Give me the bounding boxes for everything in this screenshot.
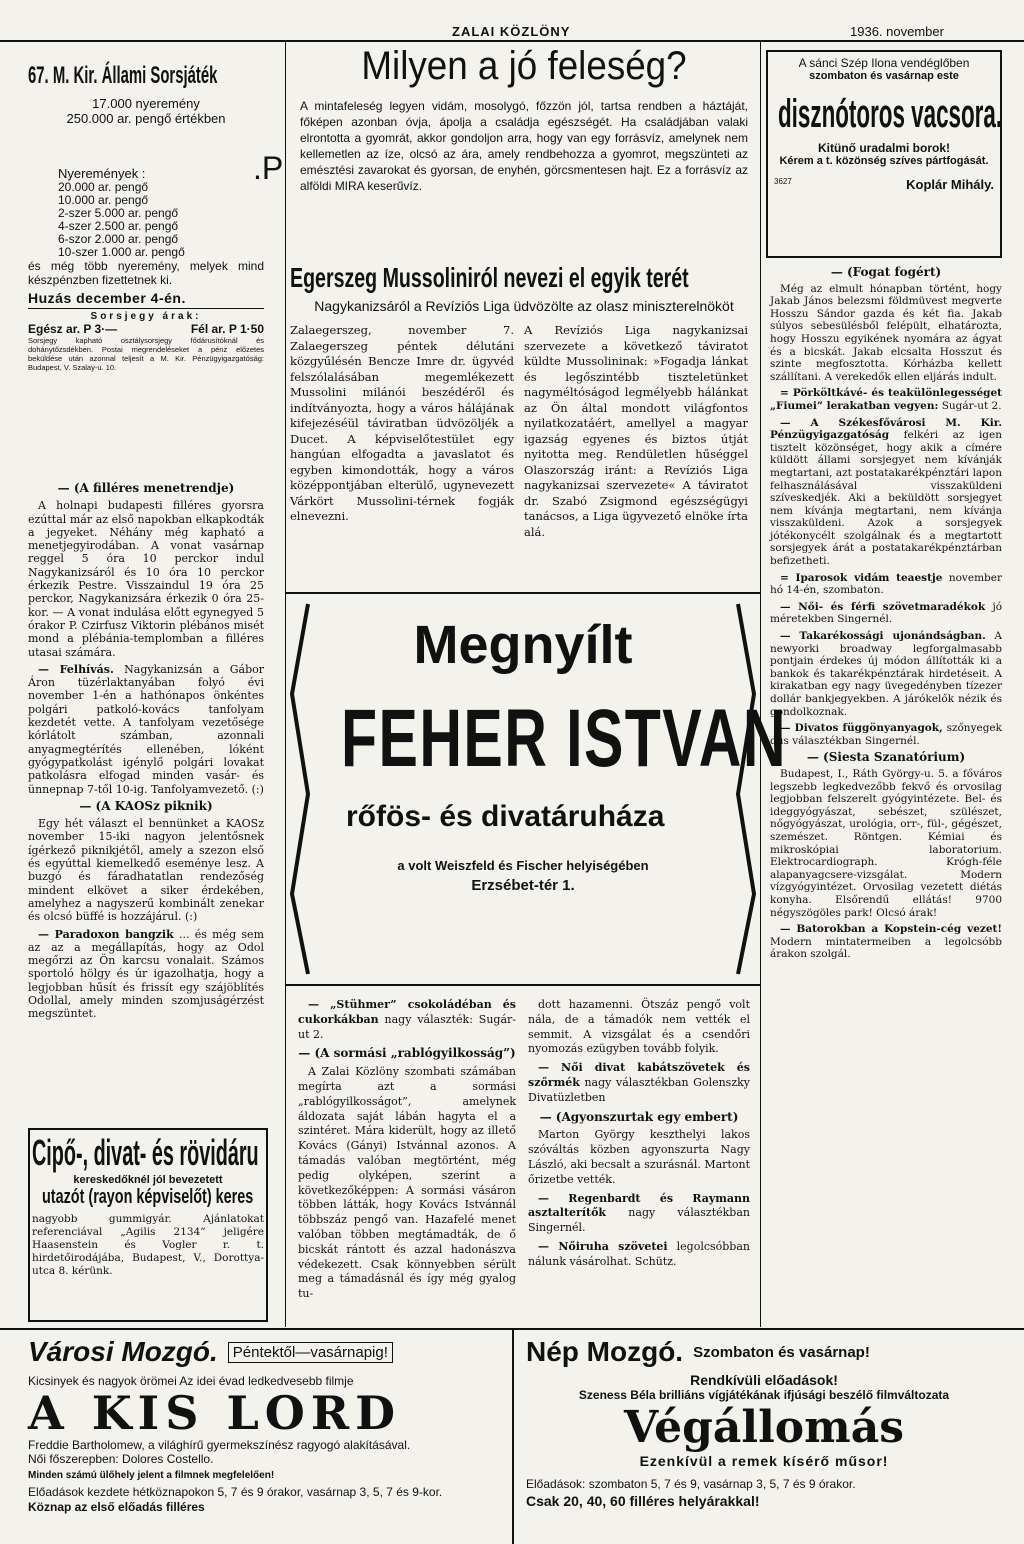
article-text: Egy hét választ el bennünket a KAOSz november 15-iki nagyon jelentősnek ígérkező piknikjétől, amely a szezon első és egyúttal kiemelkedő eseménye lesz. A buzgó és fáradhatatlan rendezőség mindent elkövet a siker érdekében, amelyhez a nagyszerű kombinált zenekar és olcsó büffé is hozzájárul. (:) — [28, 817, 264, 924]
cinema-right-title: Végállomás — [624, 1402, 904, 1453]
article-title: — (A sormási „rablógyilkosság”) — [298, 1046, 516, 1061]
prize-item: 4-szer 2.500 ar. pengő — [58, 219, 179, 233]
article-text: november hó 14-én, szombaton. — [770, 571, 1002, 597]
lottery-ad — [28, 62, 264, 372]
cinema-left-note: Minden számú ülőhely jelent a filmnek megfelelően! — [28, 1470, 275, 1481]
prize-item: 20.000 ar. pengő — [58, 180, 149, 194]
store-kind: rőfös- és divatáruháza — [346, 800, 665, 833]
cinema-left-price: Köznap az első előadás filléres — [28, 1500, 205, 1514]
article-text: dott hazamenni. Ötszáz pengő volt nála, de a támadók nem vették el semmit. A vizsgálat és a csendőri nyomozás ezügyben tovább folyik. — [528, 998, 750, 1056]
article-text: nagy választék: Sugár-ut 2. — [298, 1012, 516, 1041]
wife-text: A mintafeleség legyen vidám, mosolygó, főzzön jól, tartsa rendben a háztáját, főképen azonban óvja, ápolja a családja egészségét. Ha családjában valaki elrontotta a gyomrát, akkor gondoljon arra, hogy van egy forrásvíz, amelynek nem kellemetlen az íze, olcsó az ára, amely rendbehozza a gyomrot, megszünteti az emésztési zavarokat és gyorsan, de enyhén, görcsmentesen hajt. Ez a forrásvíz az alföldi MIRA keserűvíz. — [300, 99, 748, 193]
mid-left-articles — [298, 998, 516, 1306]
cinema-divider — [512, 1330, 514, 1544]
lottery-price-label: Sorsjegy árak: — [90, 311, 202, 322]
article-title: — Regenbardt és Raymann asztalterítők — [528, 1191, 750, 1220]
article-text: A Zalai Közlöny szombati számában megírta azt a sormási „rablógyilkosságot”, amelynek áldozata saját lábán hagyta el a szintéret. Mára kiderült, hogy az illető Kovács (Gányi) Istvánnal azonos. A támadás valóban megtörtént, még pedig olyképen, szerint a következőképpen: A sormási vásáron többen látták, hogy Kovács Istvánnál többszáz pengő van. Hazafelé menet valóban többen megtámadták, de ő bicskát rántott és azzal hadonászva védekezett. Csak könnyebben sérült meg a támadásnál és így még gyalog tu- — [298, 1065, 516, 1301]
lottery-title: 67. M. Kir. Állami Sorsjáték — [28, 62, 218, 89]
cinema-left-name: Városi Mozgó. — [28, 1336, 218, 1367]
prize-item: 10-szer 1.000 ar. pengő — [58, 245, 185, 259]
article-text: Marton György keszthelyi lakos szóváltás közben agyonszurta Nagy László, aki becsalt a szurásnál. Martont őrizetbe vették. — [528, 1128, 750, 1186]
cinema-right-price: Csak 20, 40, 60 filléres helyárakkal! — [526, 1493, 760, 1509]
wife-title: Milyen a jó feleség? — [361, 44, 687, 88]
restaurant-top: A sánci Szép Ilona vendéglőben — [798, 56, 970, 70]
restaurant-owner: Koplár Mihály. — [906, 177, 994, 192]
cinema-right-line3: Ezenkívül a remek kísérő műsor! — [639, 1453, 889, 1469]
article-text: legolcsóbban nálunk vásárolhat. Schütz. — [528, 1239, 750, 1268]
article-title: — Paradoxon bangzik — [38, 927, 174, 941]
shop-ad-line1: kereskedőknél jól bevezetett — [73, 1174, 223, 1186]
store-opened: Megnyílt — [413, 615, 633, 675]
cinema-right-days: Szombaton és vasárnap! — [693, 1343, 870, 1361]
article-title: — (Fogat fogért) — [830, 265, 942, 279]
mid-right-articles — [528, 998, 750, 1274]
article-title: — (Agyonszurtak egy embert) — [539, 1109, 739, 1124]
lottery-draw: Huzás december 4-én. — [28, 290, 186, 306]
prize-item: 10.000 ar. pengő — [58, 193, 149, 207]
article-text: Még az elmult hónapban történt, hogy Jakab János belezsmi földmüvest megverte Hosszu Sándor gazda és két fia. Jakab súlyos sebesülésből felépült, elhatározta, hogy Hosszu egyikének nyomára az ágyat és a bicskát. Jakab elcsalta Hosszut és szinte megfosztotta. Kórházba kellett szállítani. A verekedők ellen eljárás indult. — [770, 282, 1002, 383]
article-text: Modern mintatermeiben a legolcsóbb árakon szolgál. — [770, 935, 1002, 961]
cinema-left — [28, 1336, 504, 1514]
article-title: — Felhívás. — [38, 662, 114, 676]
article-title: — Nőiruha szövetei — [538, 1239, 668, 1253]
price-full: Egész ar. P 3·— — [28, 322, 118, 336]
article-title: = Iparosok vidám teaestje — [780, 571, 943, 584]
lottery-line2: 250.000 ar. pengő értékben — [66, 111, 226, 126]
cinema-right-line2: Szeness Béla brilliáns vígjátékának ifjúsági beszélő filmváltozata — [578, 1388, 950, 1402]
shop-ad-body: nagyobb gummigyár. Ajánlatokat referenciával „Agilis 2134” jeligére Haasenstein és Vogler r. t. hirdetőirodájába, Budapest, V., Dorottya-utca 8. kérünk. — [32, 1213, 264, 1277]
article-text: Sugár-ut 2. — [941, 399, 1002, 412]
article-text: nagy választékban Golenszky Divatüzletben — [528, 1075, 751, 1104]
article-text: jó méretekben Singernél. — [770, 600, 1003, 626]
shop-ad-big: Cipő-, divat- és rövidáru — [32, 1132, 259, 1173]
article-title: — Batorokban a Kopstein-cég vezet! — [780, 923, 1002, 936]
egerszeg-left: Zalaegerszeg, november 7. Zalaegerszeg péntek délutáni közgyűlésén Bencze Imre dr. ügyvéd felszólalásában megemlékezett Mussolini milánói beszédéről és indítványozta, hogy a város hálájának kifejezéséül táviratban üdvözöljék a Ducet. A képviselőtestület egy hangúan elfogadta a javaslatot és egyben kimondották, hogy a város középpontjában elterülő, ugynevezett Várkört Mussolini-térnek fogják elnevezni. — [290, 323, 514, 523]
article-text: szőnyegek dús választékban Singernél. — [770, 722, 1003, 747]
restaurant-ad — [766, 50, 1002, 258]
article-title: — (Siesta Szanatórium) — [806, 750, 966, 765]
article-text: felkéri az igen tisztelt közönséget, hogy akik a címére küldött állami sorsjegyet nem kívánják megtartani, azt postatakarékpénztári lapon felhasználásával visszaküldeni szíveskedjék. Aki a beküldött sorsjegyet nem kívánja megtartani, nem kívánja visszaküldeni. Azok a sorsjegyek jótékonycélt szolgálnak és a megtartott sorsjegyek árát a postatakarékpénztárban befizetheti. — [770, 429, 1003, 568]
column-divider — [760, 42, 761, 1327]
article-title: — Divatos függönyanyagok, — [780, 722, 943, 735]
bracket-right-icon — [730, 594, 760, 984]
bracket-left-icon — [286, 594, 316, 984]
article-text: A holnapi budapesti filléres gyorsra ezúttal már az első napokban elkapkodták a jegyeket. Néhány még kapható a menetjegyirodában. A vonat vasárnap reggel 5 óra 10 perckor indul Nagykanizsáról és 10 óra 10 perckor érkezik Pestre. Visszaindul 19 óra 25 perckor, Nagykanizsára érkezik 0 óra 25-kor. — A vonat indulása előtt egynegyed 5 órakor P. Czirfusz Viktorin plébános misét mond a plébánia-templomban a filléres utasai számára. — [28, 499, 264, 659]
lottery-more: és még több nyeremény, melyek mind készpénzben fizettetnek ki. — [28, 259, 264, 287]
right-articles — [770, 262, 1002, 965]
col1-articles — [28, 478, 264, 1025]
prize-item: 2-szer 5.000 ar. pengő — [58, 206, 179, 220]
newspaper-name: ZALAI KÖZLÖNY — [452, 24, 571, 39]
article-title: — (A KAOSz piknik) — [79, 798, 213, 813]
shop-ad-line2: utazót (rayon képviselőt) keres — [42, 1186, 254, 1208]
cinema-left-title: A KIS LORD — [28, 1386, 401, 1440]
egerszeg-article — [290, 262, 758, 540]
article-text: ... és még sem az az a megállapítás, hogy az Odol megőrzi az Ön karcsu vonalait. Számos sportoló hölgy és úr igazolhatja, hogy a legjobban hűsít és frissít egy szájöblítés Odollal, amely minden szomjuságérzést megszüntet. — [28, 927, 264, 1021]
cinema-left-times: Előadások kezdete hétköznapokon 5, 7 és 9 órakor, vasárnap 3, 5, 7 és 9-kor. — [28, 1485, 443, 1499]
cinema-left-line3: Női főszerepben: Dolores Costello. — [28, 1452, 214, 1466]
article-title: — Női divat kabátszövetek és szőrmék — [528, 1061, 750, 1089]
restaurant-wine: Kitünő uradalmi borok! — [818, 141, 950, 155]
store-name: FEHER ISTVAN — [341, 693, 787, 784]
cinema-left-line2: Freddie Bartholomew, a világhírű gyermekszínész ragyogó alakításával. — [28, 1438, 411, 1452]
prize-item: 6-szor 2.000 ar. pengő — [58, 232, 179, 246]
p-letter: .P — [253, 150, 284, 186]
restaurant-big: disznótoros vacsora. — [778, 92, 1003, 136]
egerszeg-subtitle: Nagykanizsáról a Revíziós Liga üdvözölte az olasz miniszterelnököt — [314, 298, 734, 314]
article-title: — Női- és férfi szövetmaradékok — [780, 600, 986, 613]
article-title: — „Stühmer” csokoládéban és cukorkákban — [298, 998, 516, 1026]
shop-ad — [28, 1128, 268, 1322]
article-text: nagy választékban Singernél. — [528, 1206, 750, 1235]
issue-date: 1936. november — [850, 24, 944, 39]
lottery-fine-print: Sorsjegy kapható osztálysorsjegy fődárusítóknál és dohánytőzsdékben. Postai megrendeléseket a pénz előzetes beküldése után azonnal teljesít a M. Kir. Pénzügyigazgatóság: Budapest, V. Szalay-u. 10. — [28, 336, 264, 372]
cinema-left-days: Péntektől—vasárnapig! — [228, 1342, 393, 1363]
restaurant-num: 3627 — [774, 177, 792, 186]
article-title: — (A filléres menetrendje) — [57, 481, 235, 495]
price-half: Fél ar. P 1·50 — [190, 322, 264, 336]
store-location: a volt Weiszfeld és Fischer helyiségében — [397, 858, 649, 873]
restaurant-when: szombaton és vasárnap este — [809, 70, 959, 82]
article-title: = Pörköltkávé- és teakülönlegességet „Fiumei” lerakatban vegyen: — [770, 387, 1002, 412]
egerszeg-title: Egerszeg Mussoliniról nevezi el egyik terét — [290, 262, 689, 293]
wife-article — [300, 42, 748, 194]
restaurant-please: Kérem a t. közönség szíves pártfogását. — [779, 155, 989, 167]
lottery-winnings-label: Nyeremények : — [58, 166, 146, 181]
article-text: A newyorki broadway legforgalmasabb pontjain érdekes új módon állították ki a bankok és takarékpénztárak hirdetéseit. A kirakatban egy nagy üvegedényben tízezer dollár bankjegyekben. A járókelők nézik és gondolkoznak. — [770, 630, 1002, 718]
cinema-right-times: Előadások: szombaton 5, 7 és 9, vasárnap 3, 5, 7 és 9 órakor. — [526, 1477, 856, 1491]
store-ad — [286, 592, 787, 986]
cinema-right-line1: Rendkívüli előadások! — [690, 1372, 838, 1388]
store-address: Erzsébet-tér 1. — [471, 877, 575, 894]
article-title: — A Székesfővárosi M. Kir. Pénzügyigazgatóság — [770, 416, 1002, 442]
cinema-right — [526, 1336, 1002, 1509]
cinema-left-line1: Kicsinyek és nagyok örömei Az idei évad ledkedvesebb filmje — [28, 1374, 354, 1388]
article-title: — Takarékossági ujonándságban. — [780, 630, 986, 643]
page-header — [0, 0, 1024, 42]
article-text: Budapest, I., Ráth György-u. 5. a főváros legszebb legkedvezőbb fekvő és orvosilag legjobban felszerelt gyógyintézete. Bel- és ideggyógyászat, sebészet, szülészet, nőgyógyászat, urológia, orr-, fül-, gégészet, szemészet. Röntgen. Kémiai és mikroskópiai laboratorium. Elektrocardiograph. Krógh-féle alapanyagcsere-vizsgálat. Modern vízgyógyintézet. Orvosilag vezetett diétás konyha. Elsőrendű ellátás! 9700 négyszögöles park! Olcsó árak! — [770, 767, 1002, 919]
cinema-right-name: Nép Mozgó. — [526, 1336, 684, 1367]
egerszeg-right: A Revíziós Liga nagykanizsai szervezete a következő táviratot küldte Mussolininak: »Fogadja lánkat és legőszintébb tiszteletünket nagyméltóságod legmélyebb hálánkat az Ön által mondott világfontos nyilatkozatáért, amellyel a magyar igazság egyenes és biztos útját nyitotta meg. Rendületlen hűséggel Olaszország iránt: a Revíziós Liga nagykanizsai szervezete« A táviratot dr. Szabó Zsigmond egészségügyi tanácsos, a Liga ügyvezető elnöke írta alá. — [524, 323, 748, 539]
lottery-line1: 17.000 nyeremény — [92, 96, 200, 111]
article-text: Nagykanizsán a Gábor Áron tüzérlaktanyában folyó évi november 1-én a hathónapos önkéntes polgári patkoló-kovács tanfolyam kezdetét vette. A tanfolyam vezetősége kórlátolt számban, azonnali anyagmegtérítés ellenében, lóként gyógypatkolást igénylő polgári lovakat patkolásra elfogad minden vasár- és ünnepnap 7-től 10-ig. Tanfolyamvezető. (:) — [28, 662, 265, 796]
